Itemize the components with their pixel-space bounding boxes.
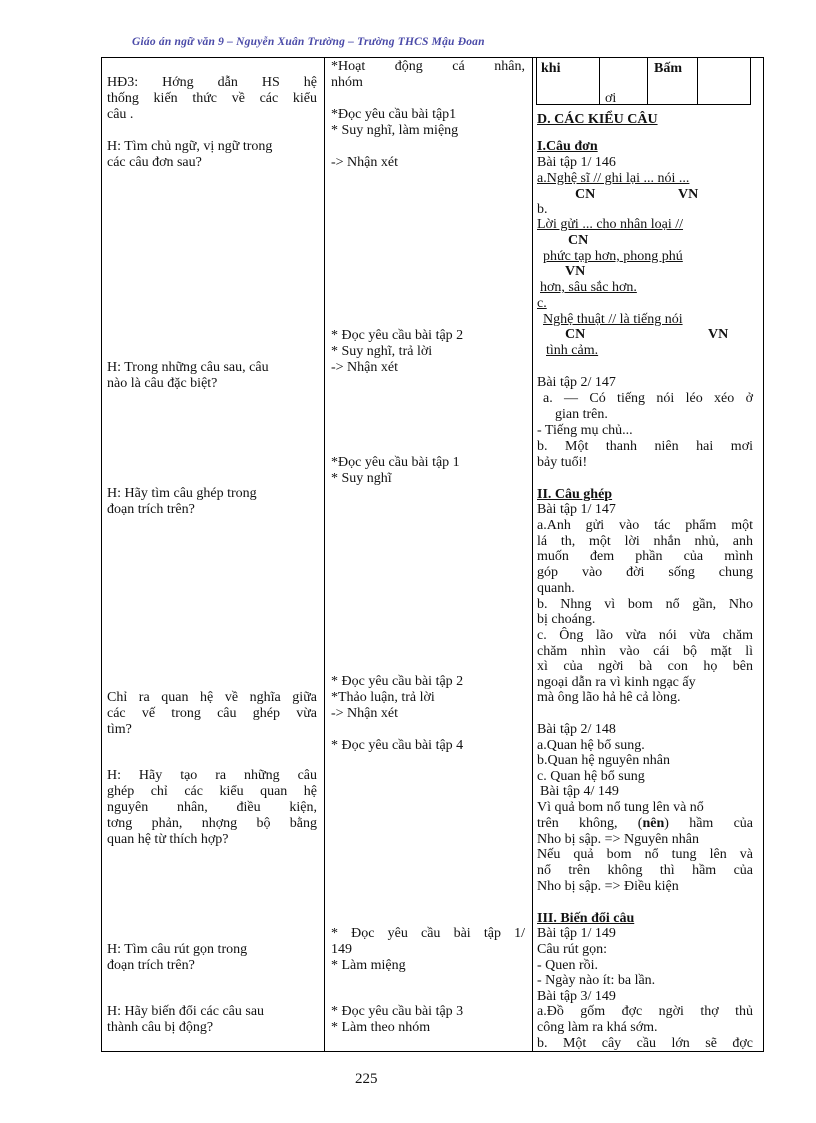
text-line: - Quen rồi. [537,958,599,973]
text-line: c. [537,296,547,311]
text-line: Bài tập 2/ 148 [537,722,616,737]
text-line: * Đọc yêu cầu bài tập 1/ [331,926,525,941]
text-segment: nên [642,816,665,831]
text-line: phức tạp hơn, phong phú [543,249,683,264]
text-line: c. Ông lão vừa nói vừa chăm [537,628,753,643]
text-line: mà ông lão hả hê cả lòng. [537,690,681,705]
text-line: tình cảm. [546,343,599,358]
page-number: 225 [355,1071,378,1087]
text-line: công làm ra khá sớm. [537,1020,658,1035]
text-line: H: Tìm câu rút gọn trong [107,942,248,957]
text-line: Nghệ thuật // là tiếng nói [543,312,683,327]
text-line: Lời gửi ... cho nhân loại // [537,217,684,232]
text-line: Vì quả bom nổ tung lên và nổ [537,800,704,815]
text-line: nhóm [331,75,363,90]
text-line: * Đọc yêu cầu bài tập 2 [331,674,464,689]
text-line: b. [537,202,548,217]
text-line: a.Anh gửi vào tác phẩm một [537,518,753,533]
text-line: Bài tập 4/ 149 [540,784,619,799]
predicate-label: VN [565,264,586,279]
text-line: đoạn trích trên? [107,502,195,517]
mini-cell-text: Bấm [654,61,682,76]
text-line: H: Trong những câu sau, câu [107,360,269,375]
mini-table-divider [647,58,648,104]
text-line: bảy tuổi! [537,455,588,470]
text-line: - Tiếng mụ chủ... [537,423,633,438]
text-line: H: Hãy tạo ra những câu [107,768,317,783]
section-heading: D. CÁC KIỂU CÂU [537,112,658,127]
text-line: Nếu quả bom nổ tung lên và [537,847,753,862]
text-line: gian trên. [555,407,608,422]
text-line: Bài tập 1/ 147 [537,502,616,517]
mini-table-divider [697,58,698,104]
text-line: Bài tập 3/ 149 [537,989,616,1004]
text-line: b. Một thanh niên hai mơi [537,439,753,454]
text-line: a. — Có tiếng nói léo xéo ở [543,391,753,406]
text-line: *Đọc yêu cầu bài tập 1 [331,455,460,470]
text-line: *Thảo luận, trả lời [331,690,435,705]
subject-label: CN [565,327,586,342]
text-line: * Suy nghĩ, làm miệng [331,123,459,138]
text-line: Nho bị sập. => Nguyên nhân [537,832,699,847]
section-heading: III. Biến đổi câu [537,911,635,926]
text-line: Nho bị sập. => Điều kiện [537,879,679,894]
text-line: * Suy nghĩ [331,471,392,486]
text-line: -> Nhận xét [331,706,398,721]
text-line: nổ trên không thì hầm của [537,863,753,878]
text-line: -> Nhận xét [331,360,398,375]
text-line: b.Quan hệ nguyên nhân [537,753,670,768]
text-line: ngoại dẫn ra vì kinh ngạc ấy [537,675,696,690]
text-line: lá th, một lời nhắn nhủ, anh [537,534,753,549]
text-line: HĐ3: Hớng dẫn HS hệ [107,75,317,90]
text-line: xì của ngời bà con họ bên [537,659,753,674]
text-line: Bài tập 2/ 147 [537,375,616,390]
text-line: quanh. [537,581,575,596]
text-line: ghép chỉ các kiểu quan hệ [107,784,317,799]
text-line: nguyên nhân, điều kiện, [107,800,317,815]
text-line: Chỉ ra quan hệ về nghĩa giữa [107,690,317,705]
text-line: a.Đồ gốm đợc ngời thợ thủ [537,1004,753,1019]
text-line: *Đọc yêu cầu bài tập1 [331,107,457,122]
text-line: -> Nhận xét [331,155,398,170]
text-line: - Ngày nào ít: ba lần. [537,973,656,988]
text-line: *Hoạt động cá nhân, [331,59,525,74]
predicate-label: VN [708,327,729,342]
mini-table-divider [599,58,600,104]
text-segment: ) hầm của [664,816,753,831]
text-line: Bài tập 1/ 146 [537,155,616,170]
text-line: bị choáng. [537,612,596,627]
text-line: các câu đơn sau? [107,155,202,170]
predicate-label: VN [678,187,699,202]
column-divider [324,58,325,1051]
text-line: * Làm theo nhóm [331,1020,431,1035]
text-line: chăm nhìn vào cái bộ mặt lì [537,644,753,659]
text-line: * Suy nghĩ, trả lời [331,344,433,359]
mini-table [536,57,751,105]
text-line: muốn đem phần của mình [537,549,753,564]
text-line: câu . [107,107,134,122]
page-header: Giáo án ngữ văn 9 – Nguyễn Xuân Trường – Trường THCS Mậu Đoan [132,36,485,48]
text-line: quan hệ từ thích hợp? [107,832,229,847]
text-line: các vế trong câu ghép vừa [107,706,317,721]
text-line: tơng phản, nhợng bộ bằng [107,816,317,831]
text-line: Bài tập 1/ 149 [537,926,616,941]
text-line: đoạn trích trên? [107,958,195,973]
text-line: 149 [331,942,352,957]
subject-label: CN [575,187,596,202]
text-line: tìm? [107,722,132,737]
text-line: nào là câu đặc biệt? [107,376,218,391]
text-segment: trên không, ( [537,816,643,831]
text-line: H: Tìm chủ ngữ, vị ngữ trong [107,139,273,154]
text-line: thống kiến thức về các kiểu [107,91,317,106]
mini-cell-text: khi [541,61,561,76]
text-line: * Làm miệng [331,958,406,973]
text-line: Câu rút gọn: [537,942,607,957]
section-heading: I.Câu đơn [537,139,598,154]
text-line [537,816,753,832]
text-line: hơn, sâu sắc hơn. [540,280,637,295]
text-line: * Đọc yêu cầu bài tập 3 [331,1004,464,1019]
text-line: b. Nhng vì bom nổ gần, Nho [537,597,753,612]
text-line: c. Quan hệ bổ sung [537,769,645,784]
text-line: H: Hãy biến đổi các câu sau [107,1004,265,1019]
text-line: * Đọc yêu cầu bài tập 4 [331,738,464,753]
text-line: H: Hãy tìm câu ghép trong [107,486,257,501]
subject-label: CN [568,233,589,248]
section-heading: II. Câu ghép [537,487,613,502]
text-line: thành câu bị động? [107,1020,214,1035]
text-line: a.Nghệ sĩ // ghi lại ... nói ... [537,171,690,186]
text-line: a.Quan hệ bổ sung. [537,738,645,753]
text-line: * Đọc yêu cầu bài tập 2 [331,328,464,343]
text-line: b. Một cây cầu lớn sẽ đợc [537,1036,753,1051]
column-divider [532,58,533,1051]
text-line: góp vào đời sống chung [537,565,753,580]
mini-cell-text: ơi [605,91,617,106]
